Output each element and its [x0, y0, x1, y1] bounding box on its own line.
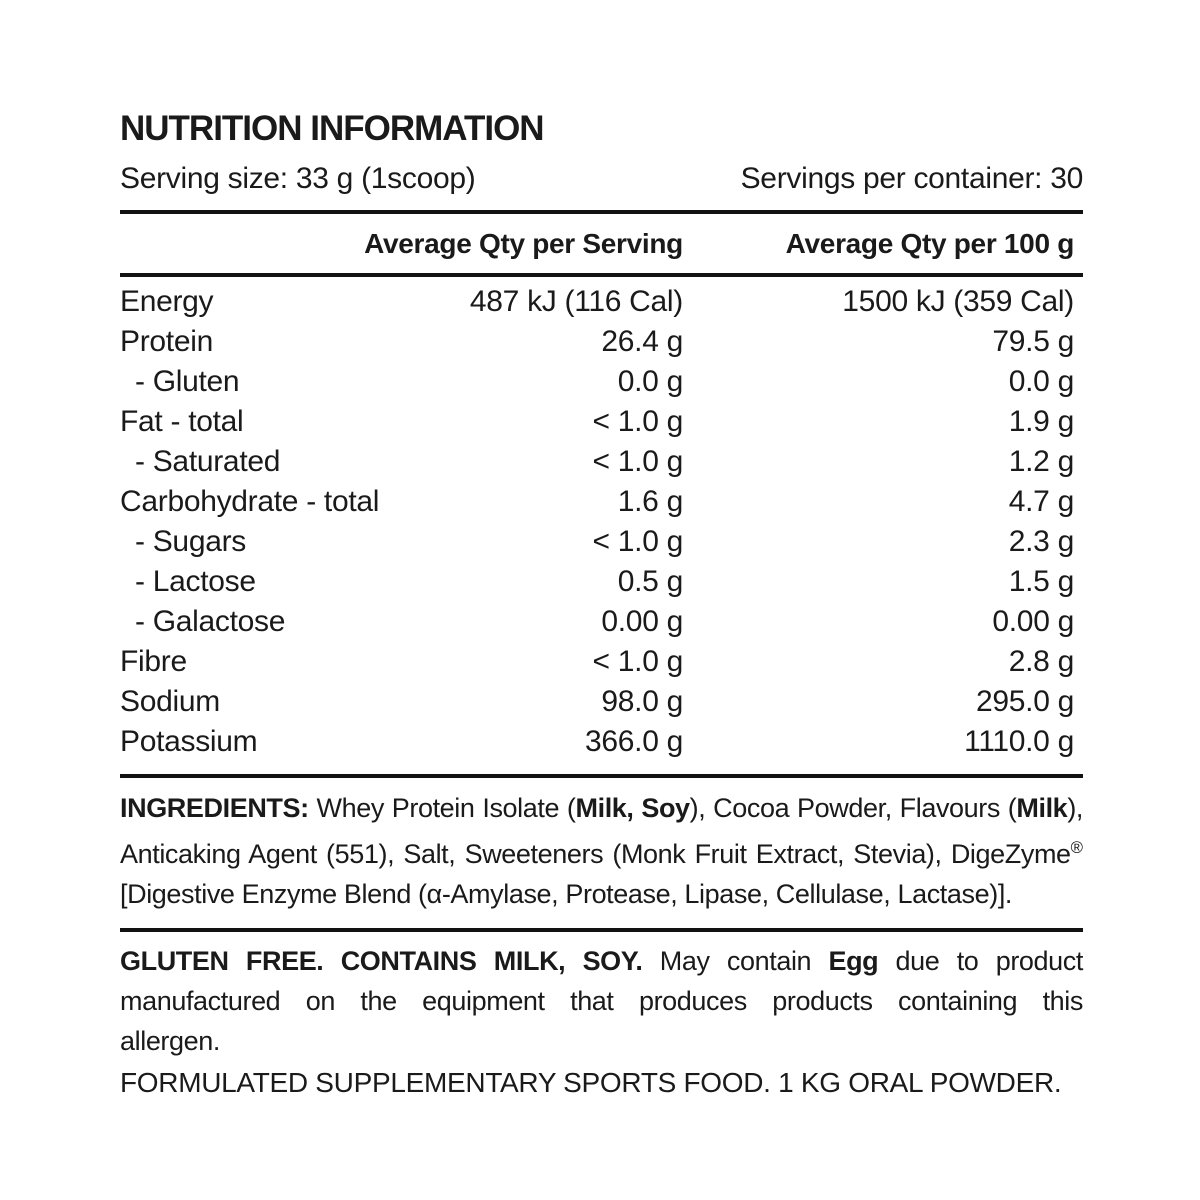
text-segment: Anticaking Agent (551), Salt, Sweeteners (Monk Fruit Extract, Stevia), DigeZyme [120, 839, 1071, 869]
nutrition-label [120, 110, 1083, 1103]
value-per-100g: 2.8 g [1008, 645, 1074, 678]
text-segment: ), Cocoa Powder, Flavours ( [689, 793, 1017, 823]
nutrient-name: - Lactose [135, 565, 256, 598]
divider-under-ingredients [120, 928, 1083, 932]
text-segment: [Digestive Enzyme Blend (α-Amylase, Protease, Lipase, Cellulase, Lactase)]. [120, 879, 1013, 909]
nutrient-name: Carbohydrate - total [120, 485, 380, 518]
table-row [120, 442, 1083, 482]
nutrient-name: Fibre [120, 645, 187, 678]
ingredients-paragraph [120, 788, 1083, 914]
nutrient-name: Potassium [120, 725, 258, 758]
allergen-statement [120, 941, 1083, 1061]
text-segment: allergen. [120, 1026, 220, 1056]
nutrient-name: Energy [120, 285, 214, 318]
value-per-100g: 4.7 g [1008, 485, 1074, 518]
table-row [120, 642, 1083, 682]
ingredients-line [120, 874, 1083, 914]
value-per-serving: 0.00 g [601, 605, 683, 638]
table-row [120, 282, 1083, 322]
page-title: NUTRITION INFORMATION [120, 109, 544, 148]
ingredients-line [120, 828, 1083, 874]
value-per-serving: < 1.0 g [592, 645, 683, 678]
table-row [120, 682, 1083, 722]
text-segment-bold: Milk [1016, 793, 1068, 823]
value-per-100g: 1500 kJ (359 Cal) [842, 285, 1074, 318]
value-per-serving: 98.0 g [601, 685, 683, 718]
nutrient-name: - Galactose [135, 605, 286, 638]
value-per-serving: 26.4 g [601, 325, 683, 358]
value-per-100g: 295.0 g [976, 685, 1074, 718]
nutrient-name: Protein [120, 325, 213, 358]
table-row [120, 602, 1083, 642]
text-segment: manufactured on the equipment that produces products containing this [120, 986, 1083, 1016]
value-per-100g: 1110.0 g [964, 725, 1074, 758]
allergen-line [120, 981, 1083, 1021]
text-segment: ), [1067, 793, 1084, 823]
nutrition-table [120, 277, 1083, 774]
table-column-headers [120, 214, 1083, 273]
text-segment-bold: Milk, Soy [575, 793, 690, 823]
allergen-line [120, 1021, 1083, 1061]
text-segment-bold: Egg [828, 946, 879, 976]
allergen-line [120, 941, 1083, 981]
column-header-per-serving: Average Qty per Serving [364, 227, 683, 259]
value-per-serving: < 1.0 g [592, 445, 683, 478]
text-segment: May contain [659, 946, 829, 976]
value-per-serving: 1.6 g [617, 485, 683, 518]
value-per-100g: 2.3 g [1008, 525, 1074, 558]
ingredients-line [120, 788, 1083, 828]
value-per-100g: 1.9 g [1008, 405, 1074, 438]
table-row [120, 402, 1083, 442]
text-segment: due to product [878, 946, 1083, 976]
servings-per-container-text: Servings per container: 30 [740, 162, 1083, 195]
table-row [120, 322, 1083, 362]
nutrient-name: - Sugars [135, 525, 246, 558]
value-per-100g: 79.5 g [992, 325, 1074, 358]
nutrient-name: Fat - total [120, 405, 244, 438]
value-per-serving: 366.0 g [585, 725, 683, 758]
value-per-100g: 0.00 g [992, 605, 1074, 638]
table-row [120, 482, 1083, 522]
value-per-100g: 0.0 g [1008, 365, 1074, 398]
text-segment: Whey Protein Isolate ( [316, 793, 576, 823]
nutrient-name: - Saturated [135, 445, 281, 478]
value-per-100g: 1.5 g [1008, 565, 1074, 598]
registered-mark: ® [1070, 838, 1083, 857]
text-segment-bold: GLUTEN FREE. CONTAINS MILK, SOY. [120, 946, 660, 976]
table-row [120, 562, 1083, 602]
table-row [120, 722, 1083, 762]
text-segment-bold: INGREDIENTS: [120, 793, 317, 823]
serving-size-text: Serving size: 33 g (1scoop) [120, 162, 476, 195]
value-per-serving: 0.0 g [617, 365, 683, 398]
table-row [120, 362, 1083, 402]
serving-info-row [120, 161, 1083, 197]
value-per-100g: 1.2 g [1008, 445, 1074, 478]
value-per-serving: < 1.0 g [592, 525, 683, 558]
table-row [120, 522, 1083, 562]
column-header-per-100g: Average Qty per 100 g [785, 227, 1074, 259]
nutrient-name: - Gluten [135, 365, 240, 398]
divider-under-table [120, 774, 1083, 778]
value-per-serving: < 1.0 g [592, 405, 683, 438]
value-per-serving: 487 kJ (116 Cal) [469, 285, 683, 318]
footer-statement: FORMULATED SUPPLEMENTARY SPORTS FOOD. 1 KG ORAL POWDER. [120, 1067, 1062, 1098]
value-per-serving: 0.5 g [617, 565, 683, 598]
nutrient-name: Sodium [120, 685, 220, 718]
